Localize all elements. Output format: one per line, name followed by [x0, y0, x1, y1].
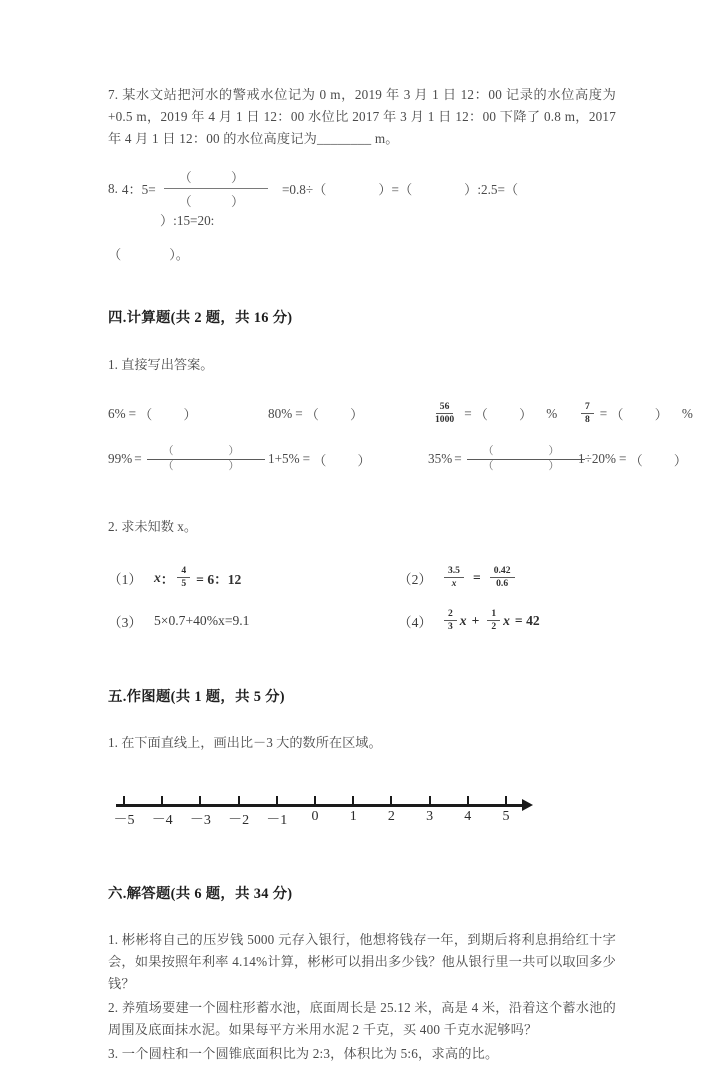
- number-line-tick: [505, 796, 507, 805]
- percent-item-6-blank: （ ）: [313, 452, 385, 468]
- percent-item-2-equals: =: [295, 405, 303, 421]
- equation-item-4-plus: +: [471, 612, 480, 628]
- equation-item-3-expression: 5×0.7+40%x=9.1: [153, 612, 250, 628]
- section-5-heading: 五.作图题(共 1 题，共 5 分): [108, 689, 285, 706]
- section-4-sub-1-title: 直接写出答案。: [121, 357, 214, 372]
- number-line-axis: [116, 804, 524, 806]
- number-line-tick: [467, 796, 469, 805]
- number-line-label: －2: [228, 813, 250, 829]
- section-6-item-1: [108, 929, 616, 995]
- percent-item-2-blank: （ ）: [305, 407, 378, 423]
- equation-item-4-variable-1: x: [459, 612, 467, 628]
- question-8-segment-1: =0.8÷（: [281, 182, 327, 197]
- percent-item-7-equals: =: [454, 451, 462, 467]
- number-line-tick: [161, 796, 163, 805]
- percent-row-2: [108, 445, 702, 472]
- section-6-item-3-number: 3.: [108, 1046, 119, 1062]
- section-4-heading: 四.计算题(共 2 题，共 16 分): [108, 310, 293, 326]
- percent-item-3-denominator: 1000: [435, 414, 455, 426]
- section-4-sub-2-number: 2.: [108, 519, 118, 535]
- percent-row-1: [108, 401, 693, 426]
- equation-item-3-label: （3）: [108, 614, 142, 630]
- number-line-tick: [238, 796, 240, 805]
- equation-item-1-fraction: [177, 566, 190, 589]
- number-line-label: 0: [311, 809, 319, 825]
- question-7-text: 某水文站把河水的警戒水位记为 0 m，2019 年 3 月 1 日 12：00 记录的水位高度为+0.5 m，2019 年 4 月 1 日 12：00 水位比 2017 年 3 月 1 日 12：00 下降了 0.8 m，2017 年 4 月 1 日 12：00 的水位高度记为________ m。: [108, 87, 616, 146]
- equation-item-2-label: （2）: [398, 571, 432, 587]
- equation-item-4-numerator-1: 2: [444, 609, 457, 621]
- question-8-segment-2: ）=（: [378, 182, 413, 197]
- percent-item-5-denominator: （ ）: [162, 459, 266, 472]
- percent-item-7-denominator: （ ）: [482, 459, 586, 472]
- section-4-sub-2-title: 求未知数 x。: [121, 519, 198, 535]
- question-8-line-2: [108, 244, 616, 263]
- section-4-sub-1: [108, 354, 616, 376]
- question-8-segment-4: ）:15=20:: [160, 213, 215, 228]
- number-line-label: 1: [349, 809, 357, 825]
- percent-item-5-equals: =: [134, 451, 142, 467]
- equation-row-1: [108, 566, 616, 589]
- percent-item-5: [108, 446, 268, 472]
- percent-item-1: [108, 404, 268, 423]
- equation-item-4: [398, 609, 616, 632]
- number-line-tick: [390, 796, 392, 805]
- percent-item-7-fraction: [467, 446, 586, 472]
- percent-item-1-blank: （ ）: [139, 407, 211, 423]
- equation-item-4-numerator-2: 1: [487, 609, 500, 621]
- percent-item-1-left: 6%: [108, 405, 126, 421]
- section-5-sub-1: [108, 732, 616, 754]
- worksheet-content: [108, 84, 702, 1065]
- question-8-segment-6: ）。: [169, 247, 189, 262]
- question-7-number: 7.: [108, 87, 119, 102]
- question-8: [108, 167, 616, 263]
- equation-item-3: [108, 611, 398, 631]
- section-4-sub-2: [108, 516, 616, 538]
- equation-item-2-left-denominator: x: [451, 578, 457, 590]
- equation-row-2: [108, 609, 616, 632]
- question-8-fraction-denominator: （ ）: [178, 194, 262, 209]
- percent-item-4-numerator: 7: [581, 402, 594, 414]
- section-6-item-3-text: 一个圆柱和一个圆锥底面积比为 2:3，体积比为 5:6，求高的比。: [121, 1046, 499, 1062]
- percent-item-7-left: 35%: [428, 451, 453, 467]
- percent-item-8: [578, 450, 701, 469]
- equation-item-1-label: （1）: [108, 571, 142, 587]
- percent-item-4-fraction: [581, 402, 594, 425]
- number-line-tick: [199, 796, 201, 805]
- percent-item-7-numerator: （ ）: [467, 446, 586, 460]
- percent-item-8-equals: =: [619, 451, 627, 467]
- equation-item-4-denominator-2: 2: [491, 621, 497, 633]
- number-line-label: －1: [266, 813, 288, 829]
- section-6-item-2-text: 养殖场要建一个圆柱形蓄水池，底面周长是 25.12 米，高是 4 米，沿着这个蓄水池的周围及底面抹水泥。如果每平方米用水泥 2 千克，买 400 千克水泥够吗？: [108, 1000, 616, 1038]
- number-line-tick: [123, 796, 125, 805]
- percent-item-5-fraction: [147, 446, 266, 472]
- equation-item-2-right-denominator: 0.6: [496, 578, 509, 590]
- number-line-tick: [314, 796, 316, 805]
- percent-item-2-left: 80%: [268, 405, 293, 421]
- number-line-label: －5: [113, 813, 135, 829]
- percent-item-4-blank: （ ）: [610, 407, 682, 423]
- equation-item-2-equals: =: [472, 569, 481, 585]
- number-line-label: 4: [464, 809, 472, 825]
- section-6-item-2: [108, 997, 616, 1041]
- section-4-sub-1-number: 1.: [108, 357, 118, 372]
- percent-item-6: [268, 450, 428, 469]
- percent-item-7: [428, 445, 586, 472]
- equation-item-1-rhs: = 6：12: [196, 571, 242, 587]
- equation-item-2-left-fraction: [444, 566, 464, 589]
- percent-item-3-equals: =: [464, 405, 472, 421]
- equation-item-1-denominator: 5: [181, 578, 187, 590]
- equation-item-2-right-numerator: 0.42: [490, 566, 515, 578]
- section-6-item-3: [108, 1043, 616, 1065]
- percent-item-6-equals: =: [302, 451, 311, 467]
- equation-item-4-variable-2: x: [503, 612, 510, 628]
- question-7: [108, 84, 616, 150]
- number-line-label: －4: [151, 813, 173, 829]
- percent-item-3-blank: （ ）: [474, 407, 547, 423]
- section-6-item-1-number: 1.: [108, 932, 119, 948]
- equation-item-1-variable: x: [153, 569, 161, 585]
- number-line-tick: [352, 796, 354, 805]
- section-6-item-1-text: 彬彬将自己的压岁钱 5000 元存入银行，他想将钱存一年，到期后将利息捐给红十字会，如果按照年利率 4.14%计算，彬彬可以捐出多少钱？他从银行里一共可以取回多少钱？: [108, 932, 617, 992]
- percent-item-3-numerator: 56: [436, 402, 454, 414]
- percent-item-5-numerator: （ ）: [147, 446, 266, 460]
- number-line-wrap: [108, 784, 616, 830]
- number-line-label: 3: [426, 809, 434, 825]
- percent-item-1-equals: =: [128, 405, 137, 421]
- question-8-segment-5: （: [108, 247, 122, 262]
- equation-item-2-right-fraction: [490, 566, 515, 589]
- percent-item-5-left: 99%: [108, 451, 133, 467]
- number-line-label: 2: [387, 809, 395, 825]
- number-line-diagram: [113, 784, 546, 830]
- equation-item-4-rhs: = 42: [514, 612, 540, 628]
- percent-item-4-equals: =: [599, 405, 608, 421]
- number-line-label: －3: [189, 813, 211, 829]
- question-8-number: 8.: [108, 180, 118, 196]
- percent-item-6-left: 1+5%: [268, 451, 300, 467]
- equation-item-2-left-numerator: 3.5: [444, 566, 464, 578]
- question-8-segment-3: ）:2.5=（: [464, 182, 519, 197]
- number-line-label: 5: [502, 809, 510, 825]
- section-6-heading: 六.解答题(共 6 题，共 34 分): [108, 886, 293, 903]
- question-8-line-1: [108, 167, 616, 229]
- equation-item-4-label: （4）: [398, 614, 432, 630]
- equation-item-4-fraction-1: [444, 609, 457, 632]
- percent-item-4-suffix: %: [681, 405, 693, 421]
- percent-item-8-left: 1÷20%: [578, 451, 617, 467]
- percent-item-3-suffix: %: [546, 405, 558, 421]
- equation-item-4-denominator-1: 3: [447, 621, 453, 633]
- percent-item-2: [268, 404, 428, 423]
- number-line-tick: [429, 796, 431, 805]
- equation-item-1-separator: ：: [160, 571, 175, 587]
- equation-item-1-numerator: 4: [177, 566, 190, 578]
- equation-item-1: [108, 566, 398, 589]
- question-8-fraction: [164, 167, 268, 210]
- percent-item-8-blank: （ ）: [629, 452, 702, 468]
- percent-item-4-denominator: 8: [585, 414, 590, 426]
- equation-item-2: [398, 566, 616, 589]
- percent-item-3: [428, 402, 578, 425]
- question-8-fraction-numerator: （ ）: [164, 167, 268, 189]
- number-line-tick: [276, 796, 278, 805]
- equation-item-4-fraction-2: [487, 609, 500, 632]
- section-6-item-2-number: 2.: [108, 1000, 119, 1016]
- percent-item-3-fraction: [431, 402, 458, 425]
- section-5-sub-1-number: 1.: [108, 735, 118, 751]
- percent-item-4: [578, 402, 693, 425]
- section-5-sub-1-title: 在下面直线上，画出比－3 大的数所在区域。: [121, 735, 382, 751]
- question-8-lead: 4：5=: [121, 182, 156, 197]
